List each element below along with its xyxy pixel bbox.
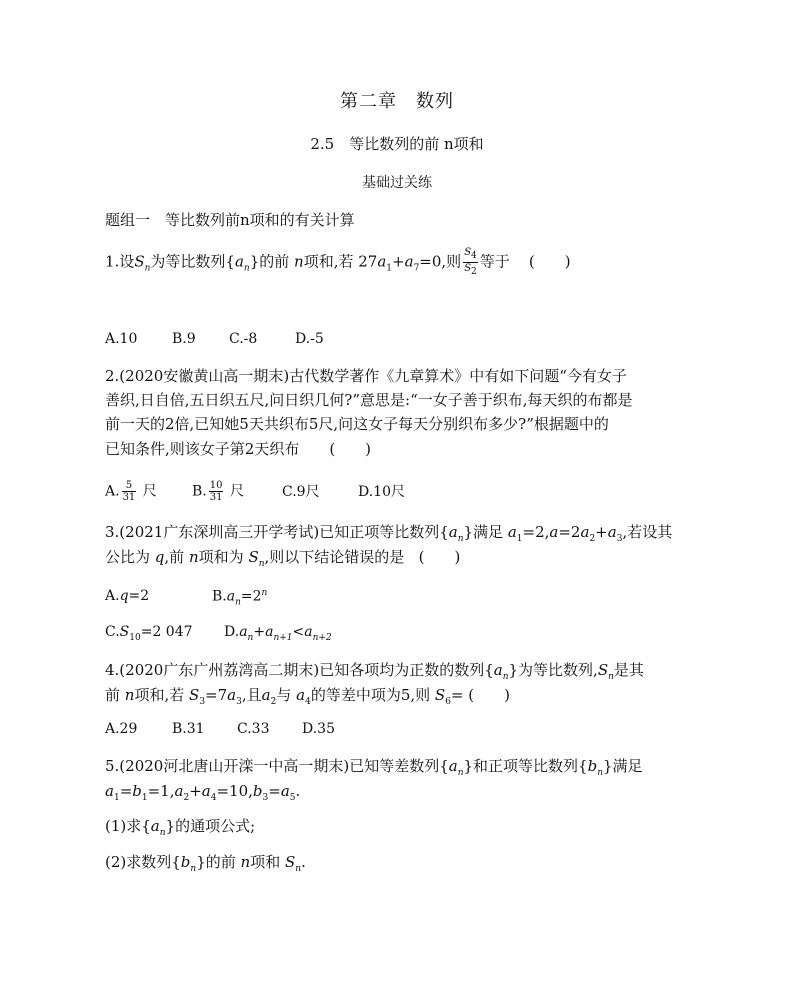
question-5-line-2: $a_1=b_1=1,a_2+a_4=10,b_3=a_5$. <box>105 782 301 803</box>
option-c: C.-8 <box>229 331 258 347</box>
question-2-line-2: 善织,日自倍,五日织五尺,问日织几何?”意思是:“一女子善于织布,每天织的布都是 <box>105 391 633 409</box>
question-3-line-1: 3.(2021广东深圳高三开学考试)已知正项等比数列$\{a_n\}$满足 $a_1=2,a=2a_2+a_3$,若设其 <box>105 523 673 544</box>
chapter-title: 第二章 数列 <box>340 91 454 112</box>
section-title: 2.5 等比数列的前 n项和 <box>310 135 484 153</box>
option-d: D.35 <box>302 721 335 737</box>
option-a: A. $\frac{5}{31}$ 尺 <box>105 480 157 503</box>
option-b: B.31 <box>172 721 205 737</box>
option-b: B. $\frac{10}{31}$ 尺 <box>192 480 244 503</box>
option-a: A.q=2 <box>105 588 150 604</box>
option-c: $C.S_{10}=2$ 047 <box>105 624 193 643</box>
option-b: B.9 <box>172 331 196 347</box>
option-a: A.29 <box>105 721 138 737</box>
question-5-part-2: (2)求数列$\{b_n\}$的前 n项和 $S_n$. <box>105 853 306 874</box>
question-4-line-2: 前 n项和,若 $S_3=7a_3$,且$a_2$与 $a_4$的等差中项为5,则 $S_6=$ ( ) <box>105 686 510 707</box>
option-d: $D.a_n+a_{n+1}<a_{n+2}$ <box>224 624 332 643</box>
option-d: D.10尺 <box>358 484 405 500</box>
answer-bracket: ( ) <box>418 548 461 566</box>
option-a: A.10 <box>105 331 138 347</box>
question-2-line-4: 已知条件,则该女子第2天织布 ( ) <box>105 440 372 458</box>
question-2-line-3: 前一天的2倍,已知她5天共织布5尺,问这女子每天分别织布多少?”根据题中的 <box>105 415 609 433</box>
question-1: 1.设$S_n$为等比数列$\{a_n\}$的前 n项和,若 $27a_1+a_7=0$,则 $\frac{S_4}{S_2}$ 等于 ( ) <box>105 247 571 277</box>
fraction-s4-s2: $\frac{S_4}{S_2}$ <box>464 247 477 277</box>
option-c: C.9尺 <box>282 484 320 500</box>
question-3-line-2: 公比为 q,前 n项和为 $S_n$,则以下结论错误的是 ( ) <box>105 548 461 569</box>
answer-bracket: ( ) <box>528 252 571 271</box>
option-d: D.-5 <box>295 331 324 347</box>
question-4-line-1: 4.(2020广东广州荔湾高二期末)已知各项均为正数的数列$\{a_n\}$为等比数列$,S_n$是其 <box>105 661 644 682</box>
answer-bracket: ( ) <box>468 686 510 704</box>
question-5-part-1: (1)求$\{a_n\}$的通项公式; <box>105 817 256 838</box>
question-2-line-1: 2.(2020安徽黄山高一期末)古代数学著作《九章算术》中有如下问题“今有女子 <box>105 367 627 385</box>
question-5-line-1: 5.(2020河北唐山开滦一中高一期末)已知等差数列$\{a_n\}$和正项等比数列$\{b_n\}$满足 <box>105 757 643 778</box>
exercise-subtitle: 基础过关练 <box>362 175 432 191</box>
option-b: $B.a_n=2^n$ <box>212 588 268 608</box>
option-c: C.33 <box>237 721 270 737</box>
group-title: 题组一 等比数列前n项和的有关计算 <box>105 211 355 229</box>
